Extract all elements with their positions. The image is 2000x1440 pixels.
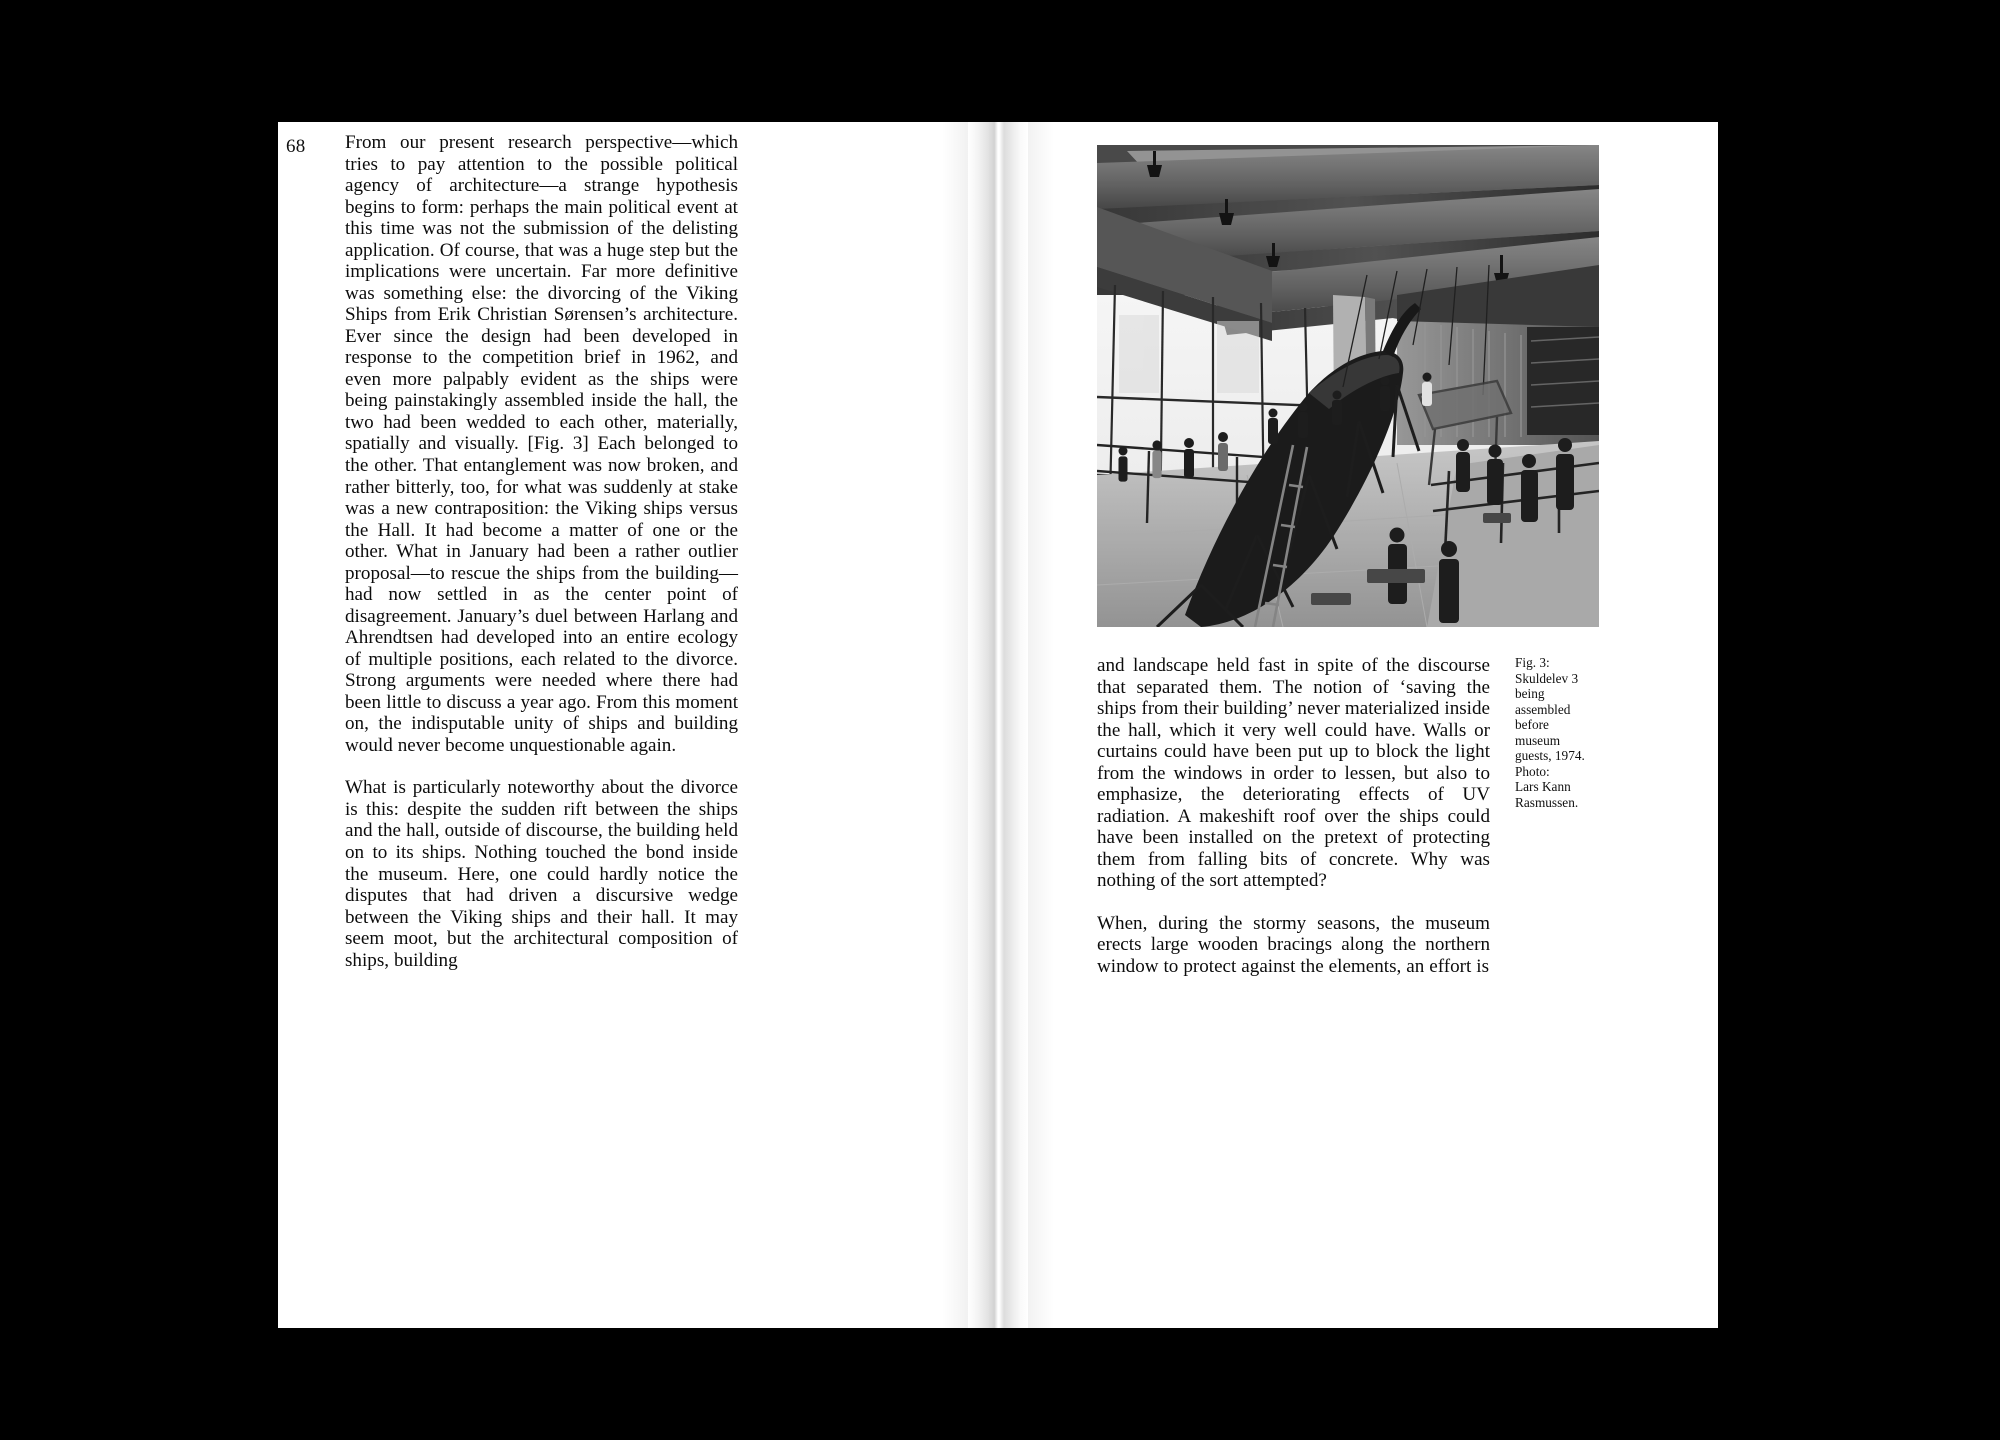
caption-line: before [1515,717,1549,733]
caption-line: assembled [1515,701,1571,717]
figure-photograph [1097,145,1599,627]
caption-line: Skuldelev 3 [1515,670,1579,686]
body-paragraph: What is particularly noteworthy about the divorce is this: despite the sudden rift between the ships and the hall, outside of discourse, the building held on to its ships. Nothing touched the bond inside the museum. Here, one could hardly notice the disputes that had driven a discursive wedge between the Viking ships and their hall. It may seem moot, but the architectural composition of ships, building [345,777,738,971]
body-paragraph: From our present research perspective—which tries to pay attention to the possible political agency of architecture—a strange hypothesis begins to form: perhaps the main political event at this time was not the submission of the delisting application. Of course, that was a huge step but the implications were uncertain. Far more definitive was something else: the divorcing of the Viking Ships from Erik Christian Sørensen’s architecture. Ever since the design had been developed in response to the competition brief in 1962, and even more palpably evident as the ships were being painstakingly assembled inside the hall, the two had been wedded to each other, materially, spatially and visually. [Fig. 3] Each belonged to the other. That entanglement was now broken, and rather bitterly, too, for what was suddenly at stake was a new contraposition: the Viking ships versus the Hall. It had become a matter of one or the other. What in January had been a rather outlier proposal—to rescue the ships from the building—had now settled in as the center point of disagreement. January’s duel between Harlang and Ahrendtsen had developed into an entire ecology of multiple positions, each related to the divorce. Strong arguments were needed where there had been little to discuss a year ago. From this moment on, the indisputable unity of ships and building would never become unquestionable again. [345,132,738,756]
body-paragraph: and landscape held fast in spite of the discourse that separated them. The notion of ‘saving the ships from their building’ never materialized inside the hall, which it very well could have. Walls or curtains could have been put up to block the light from the windows in order to lessen, but also to emphasize, the deteriorating effects of UV radiation. A makeshift roof over the ships could have been installed on the pretext of protecting them from falling bits of concrete. Why was nothing of the sort attempted? [1097,655,1490,892]
right-page [1028,122,1718,1328]
caption-line: being [1515,686,1545,702]
page-number: 68 [286,136,306,157]
caption-line: guests, 1974. [1515,748,1585,764]
caption-line: museum [1515,732,1561,748]
figure-caption [1515,655,1607,810]
caption-line: Lars Kann [1515,779,1571,795]
left-page [278,122,968,1328]
caption-line: Fig. 3: [1515,655,1550,670]
body-paragraph: When, during the stormy seasons, the museum erects large wooden bracings along the northern window to protect against the elements, an effort is [1097,912,1490,977]
caption-line: Rasmussen. [1515,794,1579,810]
museum-interior-photo-illustration [1097,145,1599,627]
book-spread [278,122,1718,1328]
caption-line: Photo: [1515,763,1550,779]
left-text-column [345,132,738,971]
book-gutter [968,122,1028,1328]
right-text-column [1097,655,1490,977]
